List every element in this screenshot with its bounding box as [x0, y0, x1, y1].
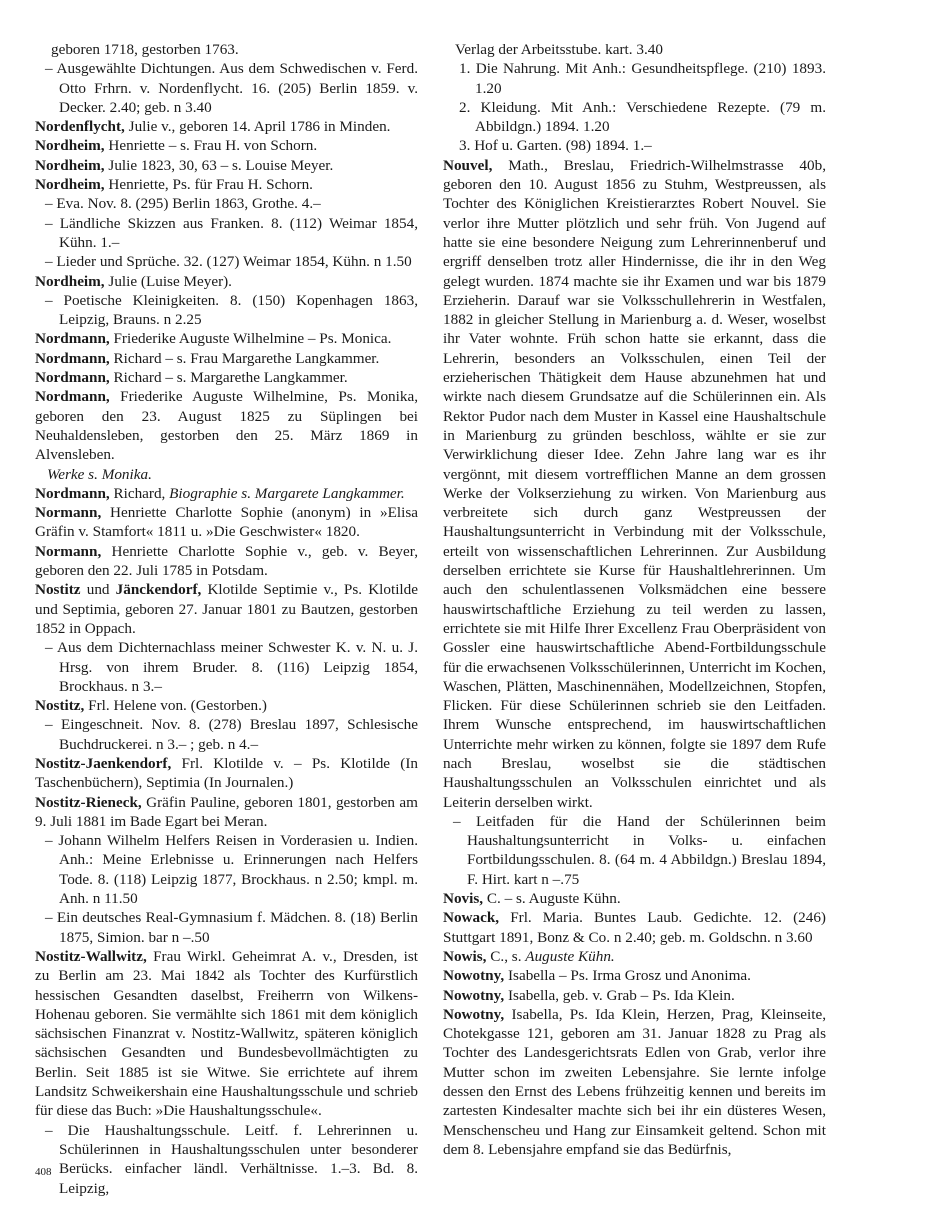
- listing-text: – Ausgewählte Dichtungen. Aus dem Schwedischen v. Ferd. Otto Frhrn. v. Nordenflycht. 16. (205) Berlin 1859. v. Decker. 2.40; geb. n 3.40: [45, 60, 418, 116]
- entry-headword: Nowack,: [443, 909, 500, 927]
- entry-headword: Normann,: [35, 504, 102, 522]
- listing-text: – Eingeschneit. Nov. 8. (278) Breslau 1897, Schlesische Buchdruckerei. n 3.– ; geb. n 4.–: [45, 716, 418, 753]
- entry-text: Friederike Auguste Wilhelmine – Ps. Monica.: [109, 330, 392, 348]
- entry-headword: Nowotny,: [443, 967, 505, 985]
- entry-text: Math., Breslau, Friedrich-Wilhelmstrasse 40b, geboren den 10. August 1856 zu Stuhm, Westpreussen, als Tochter des Königlichen Kreistierarztes Robert Nouvel. Sie verlor ihre Mutter plötzlich und sehr früh. Von Jugend auf hatte sie eine besondere Neigung zum Lehrerinnenberuf und ergriff denselben trotz aller Hindernisse, die ihr in den Weg gelegt wurden. 1874 machte sie ihr Examen und war bis 1879 Erzieherin. Darauf war sie Volksschullehrerin in Westfalen, 1882 in gleicher Stellung in Marienburg a. d. Weser, woselbst ihr Vater wohnte. Früh schon hatte sie erkannt, dass die Lehrerin, besonders an Volksschulen, einen Teil der erzieherischen Thätigkeit dem Hause abzunehmen hat und wirkte nach diesem Grundsatze auf die Schülerinnen ein. Als Rektor Pudor nach dem Muster in Kassel eine Haushaltschule in Marienburg zu gründen beschloss, wählte er sie zur Verwirklichung dieser Idee. Zehn Jahre lang war es ihr vergönnt, mit diesem vortrefflichen Manne an dem grossen Werke der Volkserziehung zu wirken. Von Marienburg aus verbreitete sich durch ganz Westpreussen der Haushaltungsunterricht in Verbindung mit der Volksschule, erteilt von wissenschaftlichen Lehrerinnen. Zur Ausbildung derselben errichtete sie Kurse für Haushaltlehrerinnen. Um auch den schulentlassenen Volksmädchen eine bessere hauswirtschaftliche Erziehung zu teil werden zu lassen, errichtete sie mit Hilfe Ihrer Excellenz Frau Oberpräsident von Gossler eine hauswirtschaftliche Abend-Fortbildungsschule für die erwachsenen Volksschülerinnen, Unterricht im Kochen, Waschen, Plätten, Maschinennähen, Modellzeichnen, Stopfen, Flicken. Für diese Schülerinnen schrieb sie den Leitfaden. Ihrem Wunsche entsprechend, im hauswirtschaftlichen Unterrichte mehr wirken zu können, folgte sie 1897 dem Rufe nach Breslau, woselbst sie die städtischen Haushaltungsschulen an Volksschulen einrichtet und als Leiterin derselben wirkt.: [443, 156, 826, 811]
- listing-text: Verlag der Arbeitsstube. kart. 3.40: [455, 41, 663, 58]
- listing-text: – Die Haushaltungsschule. Leitf. f. Lehrerinnen u. Schülerinnen in Haushaltungsschulen unter besonderer Berücks. einfacher ländl. Verhältnisse. 1.–3. Bd. 8. Leipzig,: [45, 1121, 418, 1197]
- listing-text: – Lieder und Sprüche. 32. (127) Weimar 1854, Kühn. n 1.50: [45, 253, 412, 271]
- entry-italic-reference: Auguste Kühn.: [525, 947, 615, 965]
- work-listing: [35, 831, 418, 908]
- work-listing: [35, 908, 418, 947]
- work-listing: [35, 1121, 418, 1198]
- listing-text: – Ländliche Skizzen aus Franken. 8. (112) Weimar 1854, Kühn. 1.–: [45, 214, 418, 251]
- work-listing: [35, 194, 418, 213]
- dictionary-entry: [443, 908, 826, 947]
- entry-continuation: [35, 465, 418, 484]
- listing-text: – Eva. Nov. 8. (295) Berlin 1863, Grothe. 4.–: [45, 195, 321, 213]
- entry-text: Julie (Luise Meyer).: [104, 272, 232, 290]
- work-listing: [35, 59, 418, 117]
- dictionary-entry: [35, 329, 418, 348]
- dictionary-entry: [35, 503, 418, 542]
- entry-continuation: [35, 40, 418, 59]
- dictionary-entry: [35, 368, 418, 387]
- entry-headword: Nordheim,: [35, 137, 105, 155]
- entry-text: Isabella, geb. v. Grab – Ps. Ida Klein.: [504, 986, 735, 1004]
- entry-headword: Nordmann,: [35, 349, 110, 367]
- dictionary-entry: [35, 947, 418, 1121]
- entry-headword: Nordmann,: [35, 388, 110, 406]
- entry-headword: Nordmann,: [35, 330, 110, 348]
- work-listing: [35, 291, 418, 330]
- work-listing: [35, 252, 418, 271]
- entry-headword: Nostitz-Wallwitz,: [35, 947, 147, 965]
- entry-headword: Nordmann,: [35, 369, 110, 387]
- entry-text: C., s.: [486, 947, 526, 965]
- work-listing: [35, 638, 418, 696]
- numbered-volume: [443, 59, 826, 98]
- listing-text: – Aus dem Dichternachlass meiner Schwester K. v. N. u. J. Hrsg. von ihrem Bruder. 8. (116) Leipzig 1854, Brockhaus. n 3.–: [45, 639, 418, 695]
- dictionary-entry: [443, 156, 826, 812]
- entry-continuation: [443, 40, 826, 59]
- work-listing: [35, 214, 418, 253]
- entry-text: Richard,: [109, 484, 170, 502]
- dictionary-entry: [35, 696, 418, 715]
- dictionary-entry: [35, 272, 418, 291]
- entry-headword: Nostitz: [35, 581, 81, 599]
- left-column: [35, 40, 418, 1198]
- entry-text: Julie 1823, 30, 63 – s. Louise Meyer.: [104, 156, 334, 174]
- entry-text: Isabella – Ps. Irma Grosz und Anonima.: [504, 967, 751, 985]
- entry-text: Frau Wirkl. Geheimrat A. v., Dresden, ist zu Berlin am 23. Mai 1842 als Tochter des Kurfürstlich hessischen Gesandten daselbst, Freiherrn von Wilkens-Hohenau geboren. Sie vermählte sich 1861 mit dem königlich sächsischen Finanzrat v. Nostitz-Wallwitz, späteren königlich sächsischen Gesandten und Bundesbevollmächtigten zu Berlin. Seit 1885 ist sie Witwe. Sie errichtete auf ihrem Landsitz Schweikershain eine Haushaltungsschule und schrieb für diese das Buch: »Die Haushaltungsschule«.: [35, 947, 418, 1120]
- numbered-volume: [443, 136, 826, 155]
- dictionary-entry: [35, 387, 418, 464]
- entry-text: C. – s. Auguste Kühn.: [483, 890, 621, 908]
- entry-italic-reference: Biographie s. Margarete Langkammer.: [169, 484, 405, 502]
- work-listing: [443, 812, 826, 889]
- entry-text: Klotilde Septimie v., Ps. Klotilde und Septimia, geboren 27. Januar 1801 zu Bautzen, gestorben 1852 in Oppach.: [35, 581, 418, 637]
- page-number: 408: [35, 1166, 52, 1178]
- entry-headword: Nordheim,: [35, 176, 105, 194]
- numbered-volume: [443, 98, 826, 137]
- listing-text: Werke s. Monika.: [47, 465, 152, 483]
- dictionary-entry: [35, 156, 418, 175]
- entry-headword: Nouvel,: [443, 156, 493, 174]
- entry-headword: Nowotny,: [443, 986, 505, 1004]
- entry-text: Richard – s. Frau Margarethe Langkammer.: [109, 349, 380, 367]
- entry-headword-second: Jänckendorf,: [115, 581, 202, 599]
- listing-text: – Poetische Kleinigkeiten. 8. (150) Kopenhagen 1863, Leipzig, Brauns. n 2.25: [45, 291, 418, 329]
- entry-headword: Nordheim,: [35, 272, 105, 290]
- dictionary-entry: [35, 136, 418, 155]
- entry-text: Henriette Charlotte Sophie v., geb. v. Beyer, geboren den 22. Juli 1785 in Potsdam.: [35, 542, 418, 580]
- dictionary-entry: [35, 175, 418, 194]
- dictionary-entry: [443, 1005, 826, 1159]
- entry-headword: Nowotny,: [443, 1005, 505, 1023]
- entry-text: Friederike Auguste Wilhelmine, Ps. Monika, geboren den 23. August 1825 zu Süplingen bei Neuhaldensleben, gestorben den 25. März 1869 in Alvensleben.: [35, 388, 418, 464]
- work-listing: [35, 715, 418, 754]
- dictionary-entry: [443, 986, 826, 1005]
- listing-text: – Johann Wilhelm Helfers Reisen in Vorderasien u. Indien. Anh.: Meine Erlebnisse u. Erinnerungen nach Helfers Tode. 8. (118) Leipzig 1877, Brockhaus. n 2.50; kmpl. m. Anh. n 11.50: [45, 832, 418, 908]
- entry-text: Frl. Klotilde v. – Ps. Klotilde (In Taschenbüchern), Septimia (In Journalen.): [35, 754, 418, 792]
- entry-headword: Nostitz,: [35, 697, 85, 715]
- dictionary-entry: [35, 117, 418, 136]
- entry-headword: Nordheim,: [35, 156, 105, 174]
- entry-text: Frl. Maria. Buntes Laub. Gedichte. 12. (246) Stuttgart 1891, Bonz & Co. n 2.40; geb. m. Goldschn. n 3.60: [443, 909, 826, 946]
- dictionary-entry: [443, 947, 826, 966]
- listing-text: 3. Hof u. Garten. (98) 1894. 1.–: [459, 137, 652, 155]
- entry-headword: Nowis,: [443, 947, 487, 965]
- entry-text: Gräfin Pauline, geboren 1801, gestorben am 9. Juli 1881 im Bade Egart bei Meran.: [35, 793, 418, 830]
- listing-text: geboren 1718, gestorben 1763.: [51, 41, 239, 58]
- entry-headword: Nostitz-Jaenkendorf,: [35, 754, 172, 772]
- entry-text: Richard – s. Margarethe Langkammer.: [109, 369, 348, 387]
- dictionary-entry: [443, 966, 826, 985]
- dictionary-entry: [35, 754, 418, 793]
- dictionary-entry: [35, 542, 418, 581]
- listing-text: – Ein deutsches Real-Gymnasium f. Mädchen. 8. (18) Berlin 1875, Simion. bar n –.50: [45, 909, 418, 946]
- entry-headword: Nostitz-Rieneck,: [35, 793, 142, 811]
- entry-headword: Nordmann,: [35, 484, 110, 502]
- listing-text: 1. Die Nahrung. Mit Anh.: Gesundheitspflege. (210) 1893. 1.20: [459, 60, 826, 97]
- entry-text: Henriette, Ps. für Frau H. Schorn.: [104, 176, 313, 194]
- entry-text: Julie v., geboren 14. April 1786 in Minden.: [124, 118, 391, 136]
- dictionary-entry: [35, 484, 418, 503]
- right-column: [443, 40, 826, 1159]
- dictionary-entry: [35, 349, 418, 368]
- dictionary-entry: [443, 889, 826, 908]
- dictionary-entry: [35, 793, 418, 832]
- entry-text: Henriette – s. Frau H. von Schorn.: [104, 137, 318, 155]
- entry-connector: und: [80, 581, 116, 599]
- listing-text: 2. Kleidung. Mit Anh.: Verschiedene Rezepte. (79 m. Abbildgn.) 1894. 1.20: [459, 98, 826, 136]
- listing-text: – Leitfaden für die Hand der Schülerinnen beim Haushaltungsunterricht in Volks- u. einfachen Fortbildungsschulen. 8. (64 m. 4 Abbildgn.) Breslau 1894, F. Hirt. kart n –.75: [453, 812, 826, 888]
- dictionary-entry: [35, 580, 418, 638]
- entry-headword: Normann,: [35, 542, 102, 560]
- entry-headword: Novis,: [443, 890, 484, 908]
- entry-text: Henriette Charlotte Sophie (anonym) in »Elisa Gräfin v. Stamfort« 1811 u. »Die Geschwister« 1820.: [35, 504, 418, 541]
- entry-text: Isabella, Ps. Ida Klein, Herzen, Prag, Kleinseite, Chotekgasse 121, geboren am 31. Januar 1828 zu Prag als Tochter des Landesgerichtsrats Edlen von Grab, verlor ihre Mutter schon im zweiten Lebensjahre. Sie lernte infolge dessen den Ernst des Lebens frühzeitig kennen und bereits im zartesten Kindesalter machte sich bei ihr ein düsteres Wesen, Menschenscheu und Hang zur Einsamkeit geltend. Schon mit dem 8. Lebensjahre empfand sie das Bedürfnis,: [443, 1005, 826, 1158]
- entry-text: Frl. Helene von. (Gestorben.): [84, 697, 267, 715]
- entry-headword: Nordenflycht,: [35, 118, 125, 136]
